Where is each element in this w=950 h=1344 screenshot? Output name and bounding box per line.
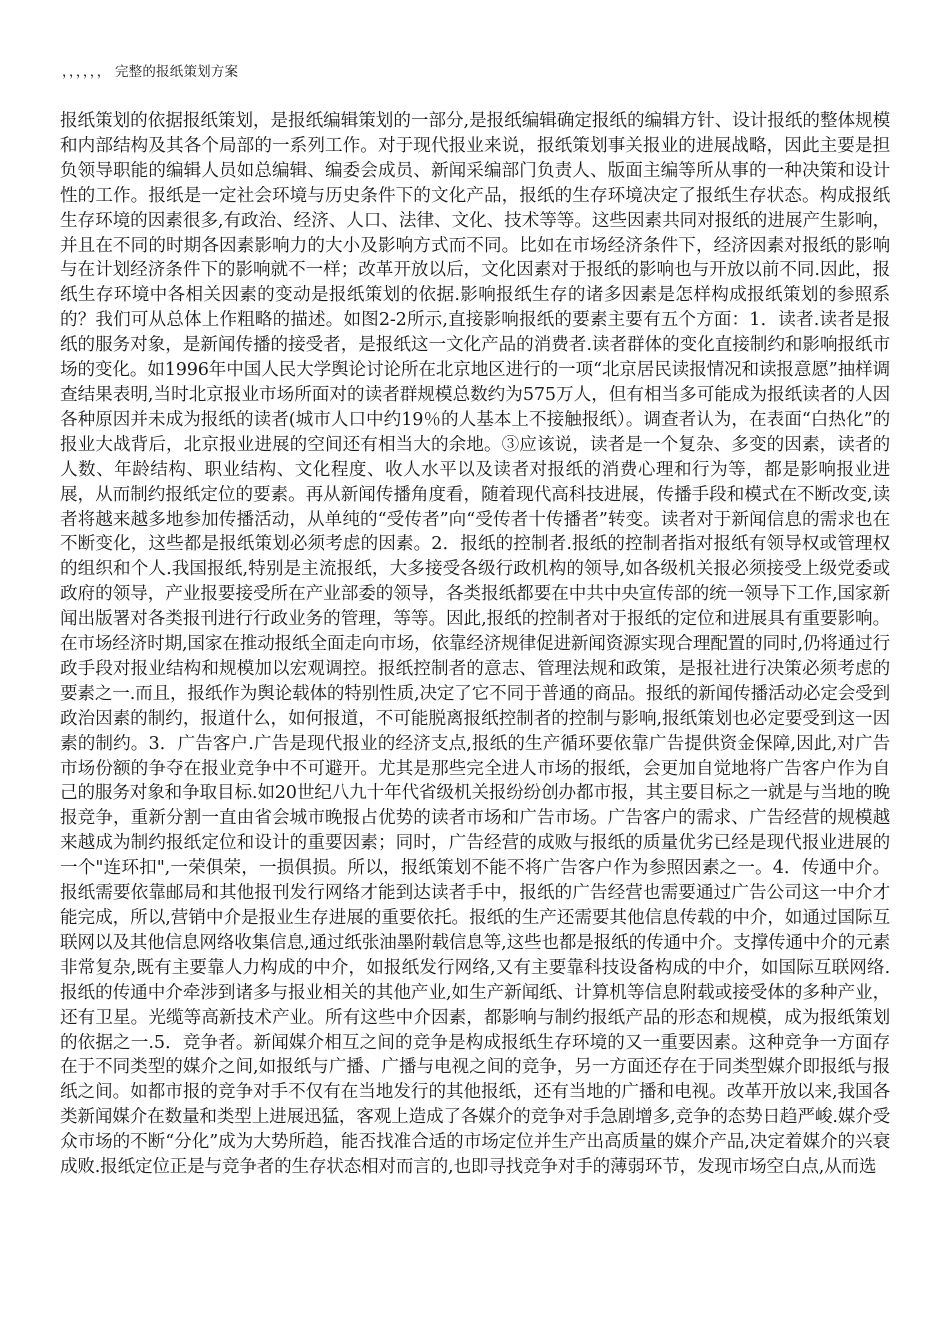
document-body: 报纸策划的依据报纸策划，是报纸编辑策划的一部分,是报纸编辑确定报纸的编辑方针、设计报纸的整体规模和内部结构及其各个局部的一系列工作。对于现代报业来说，报纸策划事关报业的进展战略，因此主要是担负领导职能的编辑人员如总编辑、编委会成员、新闻采编部门负责人、版面主编等所从事的一种决策和设计性的工作。报纸是一定社会环境与历史条件下的文化产品，报纸的生存环境决定了报纸生存状态。构成报纸生存环境的因素很多,有政治、经济、人口、法律、文化、技术等等。这些因素共同对报纸的进展产生影响，并且在不同的时期各因素影响力的大小及影响方式而不同。比如在市场经济条件下，经济因素对报纸的影响与在计划经济条件下的影响就不一样；改革开放以后，文化因素对于报纸的影响也与开放以前不同.因此，报纸生存环境中各相关因素的变动是报纸策划的依据.影响报纸生存的诸多因素是怎样构成报纸策划的参照系的？我们可从总体上作粗略的描述。如图2-2所示,直接影响报纸的要素主要有五个方面：1．读者.读者是报纸的服务对象，是新闻传播的接受者，是报纸这一文化产品的消费者.读者群体的变化直接制约和影响报纸市场的变化。如1996年中国人民大学舆论讨论所在北京地区进行的一项“北京居民读报情况和读报意愿”抽样调查结果表明,当时北京报业市场所面对的读者群规模总数约为575万人，但有相当多可能成为报纸读者的人因各种原因并未成为报纸的读者(城市人口中约19％的人基本上不接触报纸）。调查者认为，在表面“白热化”的报业大战背后，北京报业进展的空间还有相当大的余地。③应该说，读者是一个复杂、多变的因素，读者的人数、年龄结构、职业结构、文化程度、收人水平以及读者对报纸的消费心理和行为等，都是影响报业进展，从而制约报纸定位的要素。再从新闻传播角度看，随着现代高科技进展，传播手段和模式在不断改变,读者将越来越多地参加传播活动，从单纯的“受传者”向“受传者十传播者”转变。读者对于新闻信息的需求也在不断变化，这些都是报纸策划必须考虑的因素。2．报纸的控制者.报纸的控制者指对报纸有领导权或管理权的组织和个人.我国报纸,特别是主流报纸，大多接受各级行政机构的领导,如各级机关报必须接受上级党委或政府的领导，产业报要接受所在产业部委的领导，各类报纸都要在中共中央宣传部的统一领导下工作,国家新闻出版署对各类报刊进行行政业务的管理，等等。因此,报纸的控制者对于报纸的定位和进展具有重要影响。在市场经济时期,国家在推动报纸全面走向市场，依靠经济规律促进新闻资源实现合理配置的同时,仍将通过行政手段对报业结构和规模加以宏观调控。报纸控制者的意志、管理法规和政策，是报社进行决策必须考虑的要素之一.而且，报纸作为舆论载体的特别性质,决定了它不同于普通的商品。报纸的新闻传播活动必定会受到政治因素的制约，报道什么，如何报道，不可能脱离报纸控制者的控制与影响,报纸策划也必定要受到这一因素的制约。3．广告客户.广告是现代报业的经济支点,报纸的生产循环要依靠广告提供资金保障,因此,对广告市场份额的争夺在报业竞争中不可避开。尤其是那些完全进人市场的报纸，会更加自觉地将广告客户作为自己的服务对象和争取目标.如20世纪八九十年代省级机关报纷纷创办都市报，其主要目标之一就是与当地的晚报竞争，重新分割一直由省会城市晚报占优势的读者市场和广告市场。广告客户的需求、广告经营的规模越来越成为制约报纸定位和设计的重要因素；同时，广告经营的成败与报纸的质量优劣已经是现代报业进展的一个"连环扣",一荣俱荣，一损俱损。所以，报纸策划不能不将广告客户作为参照因素之一。4．传通中介。报纸需要依靠邮局和其他报刊发行网络才能到达读者手中，报纸的广告经营也需要通过广告公司这一中介才能完成，所以,营销中介是报业生存进展的重要依托。报纸的生产还需要其他信息传载的中介，如通过国际互联网以及其他信息网络收集信息,通过纸张油墨附载信息等,这些也都是报纸的传通中介。支撑传通中介的元素非常复杂,既有主要靠人力构成的中介，如报纸发行网络,又有主要靠科技设备构成的中介，如国际互联网络.报纸的传通中介牵涉到诸多与报业相关的其他产业,如生产新闻纸、计算机等信息附载或接受体的多种产业，还有卫星。光缆等高新技术产业。所有这些中介因素，都影响与制约报纸产品的形态和规模，成为报纸策划的依据之一.5．竞争者。新闻媒介相互之间的竞争是构成报纸生存环境的又一重要因素。这种竞争一方面存在于不同类型的媒介之间,如报纸与广播、广播与电视之间的竞争，另一方面还存在于同类型媒介即报纸与报纸之间。如都市报的竞争对手不仅有在当地发行的其他报纸，还有当地的广播和电视。改革开放以来,我国各类新闻媒介在数量和类型上进展迅猛，客观上造成了各媒介的竞争对手急剧增多,竞争的态势日趋严峻.媒介受众市场的不断“分化”成为大势所趋，能否找准合适的市场定位并生产出高质量的媒介产品,决定着媒介的兴衰成败.报纸定位正是与竞争者的生存状态相对而言的,也即寻找竞争对手的薄弱环节，发现市场空白点,从而选 <box>60 111 890 1178</box>
document-title: ，，，，，， 完整的报纸策划方案 <box>62 64 239 80</box>
